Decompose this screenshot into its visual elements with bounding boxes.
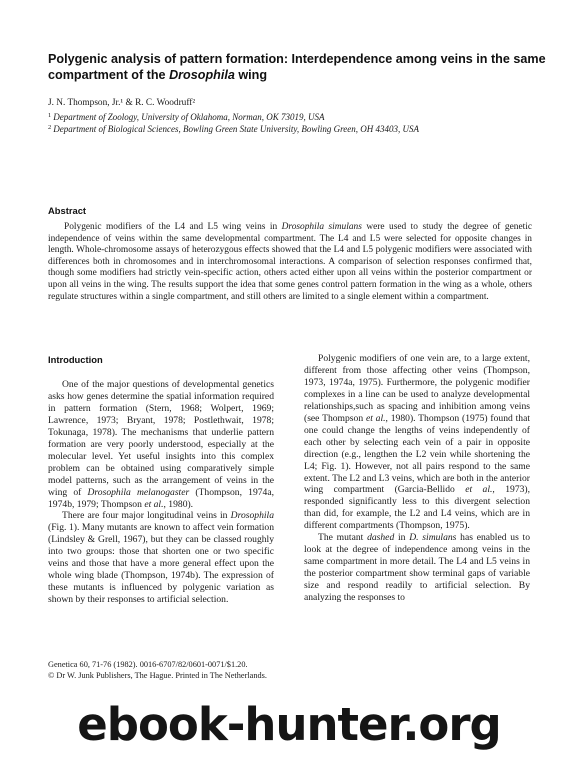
intro-left-column — [48, 379, 274, 606]
title-end: wing — [234, 68, 268, 82]
intro-p3-mid: , 1980). Thompson (1975) found that one could change the lengths of veins independently of each other by selecting each vein of a pair in opposite direction (e.g., lengthen the L2 vein while shortening the L4; Fig. 1). However, not all pairs respond to the same extent. The L2 and L3 veins, which are both in the anterior wing compartment (Garcia-Bellido — [304, 412, 531, 496]
intro-paragraph-4 — [304, 532, 530, 604]
intro-p1-end: (Thompson, 1974a, 1974b, 1979; Thompson — [48, 486, 274, 510]
intro-p2-genus: Drosophila — [230, 510, 274, 522]
affiliation-2 — [48, 122, 568, 135]
intro-p2-end: (Fig. 1). Many mutants are known to affect vein formation (Lindsley & Grell, 1967), but they can be classed roughly into two groups: those that shorten one or two specific veins and those that have a more general effect upon the whole wing blade (Thompson, 1974b). The expression of these mutants is influenced by polygenic variation as shown by their responses to artificial selection. — [48, 522, 274, 606]
title-italic: Drosophila — [169, 68, 235, 82]
affiliation-mark-1: 1 — [48, 112, 52, 119]
intro-p4-in: in — [394, 532, 410, 544]
intro-p4-mutant: dashed — [367, 532, 395, 544]
intro-p4-end: has enabled us to look at the degree of independence among veins in the same compartment in more detail. The L4 and L5 veins in the posterior compartment show terminal gaps of variable size and respond readily to artificial selection. By analyzing the responses to — [304, 532, 531, 604]
affiliation-text-2: Department of Biological Sciences, Bowling Green State University, Bowling Green, OH 43403, USA — [53, 124, 420, 134]
watermark-logo: ebook-hunter.org — [77, 698, 501, 751]
affiliation-text-1: Department of Zoology, University of Oklahoma, Norman, OK 73019, USA — [53, 112, 325, 122]
intro-p3-etal2: et al. — [465, 484, 493, 496]
abstract-part-1: Polygenic modifiers of the L4 and L5 wing veins in — [64, 222, 282, 232]
abstract-part-2: were used to study the degree of genetic independence of veins within the same developmental compartment. The L4 and L5 were selected for opposite changes in length. Whole-chromosome assays of heterozygous effects showed that the L4 and L5 polygenic modifiers were associated with differences both in chromosomes and in interchromosomal interactions. A comparison of selection responses confirmed that, though some modifiers had strictly vein-specific action, others acted either upon all veins within the posterior compartment or upon all veins in the wing. The results support the idea that some genes control pattern formation in the wing as a whole, others regulate structures within a single compartment, and still others are limited to a single element within a compartment. — [48, 222, 532, 302]
intro-p1-etal: et al. — [144, 498, 164, 510]
intro-p1-text: One of the major questions of developmental genetics asks how genes determine the spatial information required in pattern formation (Stern, 1968; Wolpert, 1969; Lawrence, 1973; Bryant, 1978; Postlethwait, 1978; Tokunaga, 1978). The mechanisms that underlie pattern formation are very poorly understood, especially at the molecular level. Yet useful insights into this complex problem can be obtained using comparatively simple model patterns, such as the arrangement of veins in the wing of — [48, 379, 274, 498]
intro-right-column — [304, 353, 530, 604]
intro-p3-text: Polygenic modifiers of one vein are, to a large extent, different from those affecting other veins (Thompson, 1973, 1974a, 1975). Furthermore, the polygenic modifier complexes in a line can be used to analyze developmental relationships,such as spacing and inhibition among veins (see Thompson — [304, 353, 530, 424]
publisher-line: © Dr W. Junk Publishers, The Hague. Printed in The Netherlands. — [48, 671, 267, 680]
journal-citation: Genetica 60, 71-76 (1982). 0016-6707/82/0601-0071/$1.20. — [48, 660, 248, 669]
affiliation-mark-2: 2 — [48, 124, 52, 131]
intro-p1-species: Drosophila melanogaster — [87, 486, 190, 498]
intro-paragraph-3 — [304, 353, 530, 532]
introduction-heading: Introduction — [48, 354, 103, 365]
intro-paragraph-2 — [48, 510, 274, 606]
intro-p2-text: There are four major longitudinal veins in — [62, 510, 231, 522]
paper-title — [48, 51, 548, 83]
title-text: Polygenic analysis of pattern formation: Interdependence among veins in the same compartment of the — [48, 52, 546, 82]
intro-p1-end2: , 1980). — [163, 498, 194, 510]
intro-p3-end: , 1973), responded significantly less to this divergent selection than did, for example, the L2 and L4 veins, which are in different compartments (Thompson, 1975). — [304, 484, 531, 532]
intro-p4-text: The mutant — [318, 532, 368, 544]
intro-paragraph-1 — [48, 379, 274, 510]
abstract-body — [48, 222, 532, 303]
abstract-heading: Abstract — [48, 205, 87, 216]
intro-p3-etal: et al. — [365, 412, 386, 424]
authors: J. N. Thompson, Jr.¹ & R. C. Woodruff² — [48, 98, 196, 108]
intro-p4-species: D. simulans — [409, 532, 457, 544]
abstract-species: Drosophila simulans — [281, 222, 362, 232]
